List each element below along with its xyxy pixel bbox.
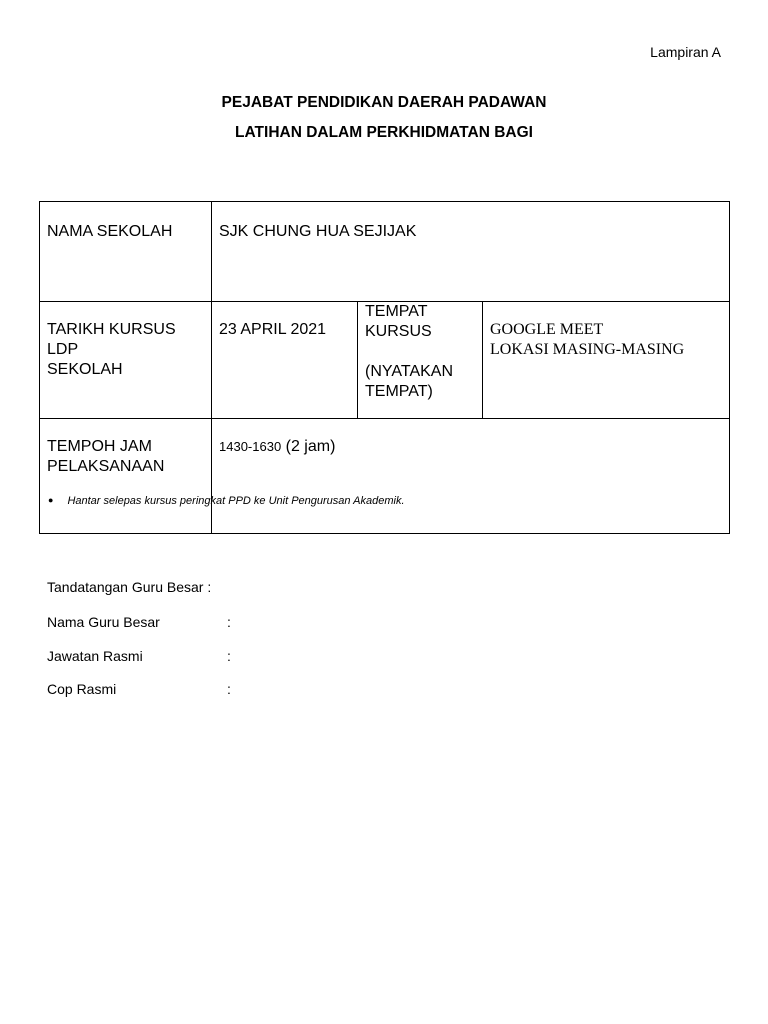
bullet-icon: ● — [48, 495, 54, 505]
submission-note-text: Hantar selepas kursus peringkat PPD ke Unit Pengurusan Akademik. — [67, 495, 405, 507]
headmaster-name-line — [47, 614, 231, 630]
duration-time: 1430-1630 — [219, 439, 282, 454]
appendix-label: Lampiran A — [650, 44, 721, 60]
official-stamp-label: Cop Rasmi — [47, 681, 117, 697]
course-date-label — [40, 302, 212, 419]
official-stamp-colon: : — [227, 681, 231, 697]
course-date-label-line2: LDP — [47, 341, 79, 358]
document-title: PEJABAT PENDIDIKAN DAERAH PADAWAN — [221, 94, 547, 111]
school-name-value — [212, 202, 730, 302]
document-subtitle: LATIHAN DALAM PERKHIDMATAN BAGI — [235, 124, 533, 141]
course-date-value-text: 23 APRIL 2021 — [219, 321, 327, 338]
course-venue-label-line1: TEMPAT — [365, 303, 428, 320]
headmaster-name-label: Nama Guru Besar — [47, 614, 160, 630]
signature-colon: : — [207, 579, 212, 595]
duration-label-line2: PELAKSANAAN — [47, 458, 165, 475]
course-venue-value — [483, 302, 730, 419]
course-date-label-line3: SEKOLAH — [47, 361, 123, 378]
course-venue-value-line1: GOOGLE MEET — [490, 321, 604, 338]
duration-label-line1: TEMPOH JAM — [47, 438, 152, 455]
signature-line — [47, 579, 211, 595]
table-row — [40, 202, 730, 302]
course-venue-label-line3: (NYATAKAN — [365, 363, 454, 380]
official-position-colon: : — [227, 648, 231, 664]
school-name-value-text: SJK CHUNG HUA SEJIJAK — [219, 223, 417, 240]
table-row — [40, 302, 730, 419]
school-name-label-text: NAMA SEKOLAH — [47, 223, 173, 240]
duration-hours: (2 jam) — [285, 438, 336, 455]
submission-note — [48, 495, 405, 507]
duration-value — [212, 419, 730, 534]
course-date-value — [212, 302, 358, 419]
official-position-line — [47, 648, 231, 664]
headmaster-name-colon: : — [227, 614, 231, 630]
course-date-label-line1: TARIKH KURSUS — [47, 321, 176, 338]
official-position-label: Jawatan Rasmi — [47, 648, 143, 664]
table-row — [40, 419, 730, 534]
course-venue-value-line2: LOKASI MASING-MASING — [490, 341, 685, 358]
course-info-table — [39, 201, 730, 534]
school-name-label — [40, 202, 212, 302]
duration-label — [40, 419, 212, 534]
course-venue-label — [358, 302, 483, 419]
course-venue-label-line2: KURSUS — [365, 323, 432, 340]
official-stamp-line — [47, 681, 231, 697]
course-venue-label-line4: TEMPAT) — [365, 383, 433, 400]
signature-label: Tandatangan Guru Besar — [47, 579, 204, 595]
